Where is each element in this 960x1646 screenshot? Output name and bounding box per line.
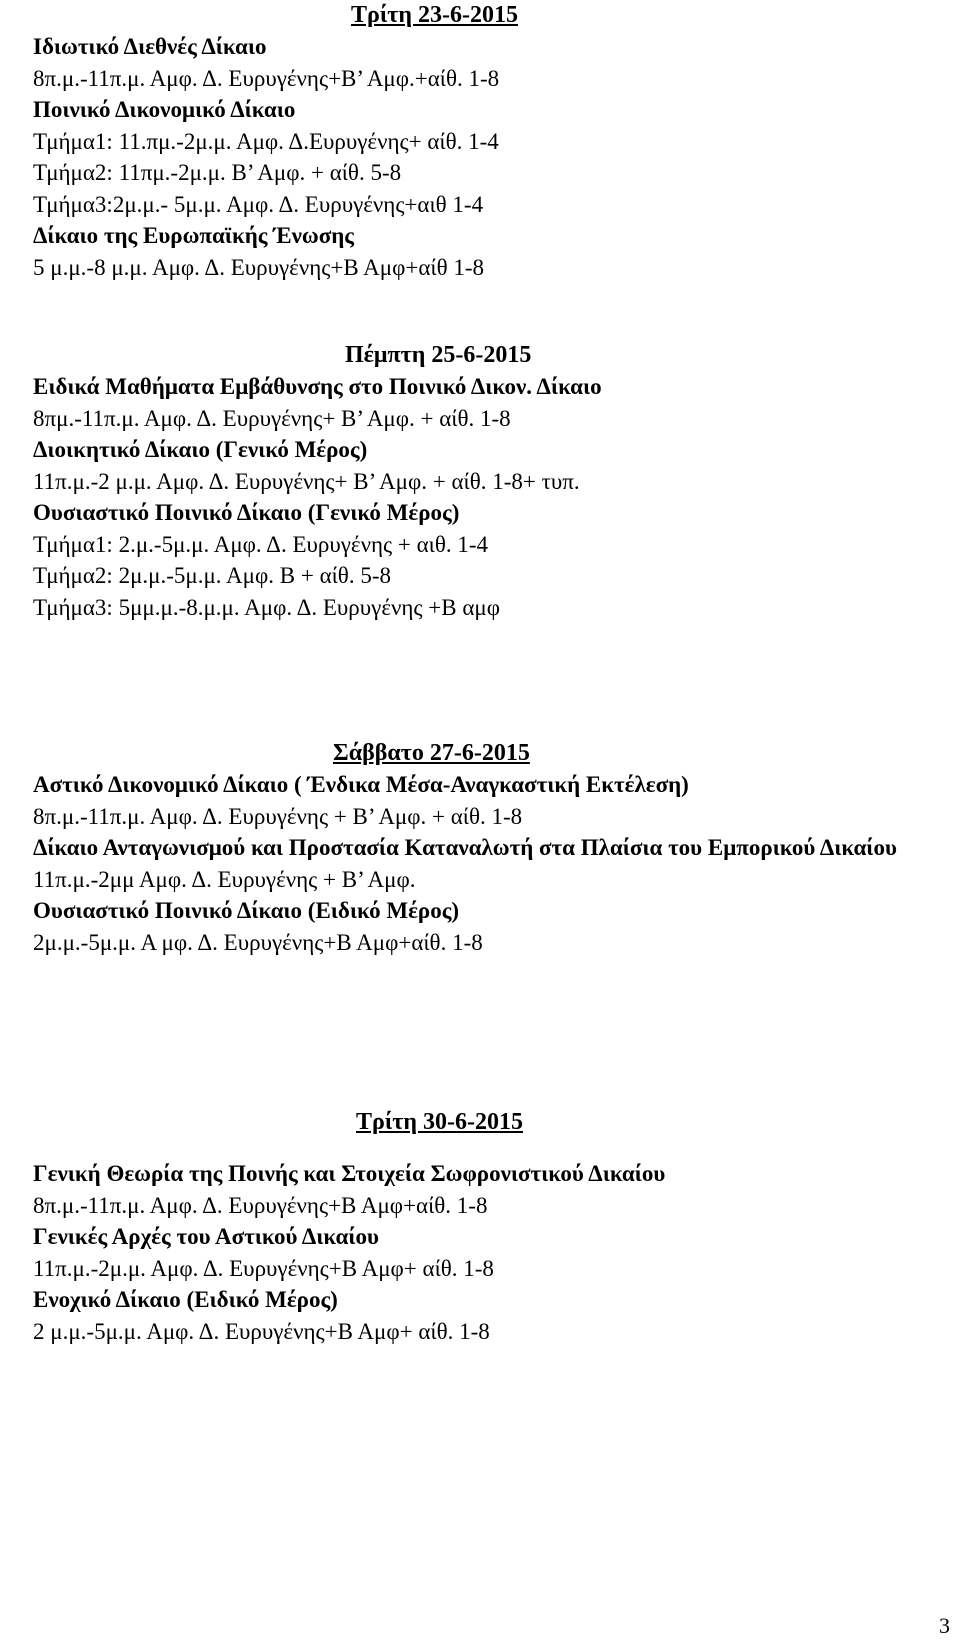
course-schedule: 8π.μ.-11π.μ. Αμφ. Δ. Ευρυγένης + Β’ Αμφ. + αίθ. 1-8 <box>33 803 523 829</box>
course-title: Ουσιαστικό Ποινικό Δίκαιο (Ειδικό Μέρος) <box>33 898 460 923</box>
course-schedule: 2μ.μ.-5μ.μ. Α μφ. Δ. Ευρυγένης+Β Αμφ+αίθ. 1-8 <box>33 929 483 955</box>
course-schedule: 2 μ.μ.-5μ.μ. Αμφ. Δ. Ευρυγένης+Β Αμφ+ αίθ. 1-8 <box>33 1318 490 1344</box>
course-schedule: 8πμ.-11π.μ. Αμφ. Δ. Ευρυγένης+ Β’ Αμφ. + αίθ. 1-8 <box>33 405 511 431</box>
course-schedule: Τμήμα1: 2.μ.-5μ.μ. Αμφ. Δ. Ευρυγένης + αιθ. 1-4 <box>33 531 488 557</box>
course-title: Ιδιωτικό Διεθνές Δίκαιο <box>33 34 267 59</box>
course-title: Διοικητικό Δίκαιο (Γενικό Μέρος) <box>33 437 368 462</box>
course-schedule: 5 μ.μ.-8 μ.μ. Αμφ. Δ. Ευρυγένης+Β Αμφ+αίθ 1-8 <box>33 254 485 280</box>
day-heading: Σάββατο 27-6-2015 <box>333 740 530 766</box>
day-section <box>33 0 933 283</box>
course-title: Ουσιαστικό Ποινικό Δίκαιο (Γενικό Μέρος) <box>33 500 460 525</box>
course-schedule: 8π.μ.-11π.μ. Αμφ. Δ. Ευρυγένης+Β Αμφ+αίθ. 1-8 <box>33 1192 488 1218</box>
day-heading: Τρίτη 23-6-2015 <box>351 2 518 28</box>
day-section <box>33 340 933 623</box>
course-schedule: Τμήμα1: 11.πμ.-2μ.μ. Αμφ. Δ.Ευρυγένης+ αίθ. 1-4 <box>33 128 499 154</box>
day-heading: Πέμπτη 25-6-2015 <box>345 342 532 368</box>
course-schedule: Τμήμα2: 2μ.μ.-5μ.μ. Αμφ. Β + αίθ. 5-8 <box>33 563 391 588</box>
course-schedule: 11π.μ.-2μμ Αμφ. Δ. Ευρυγένης + Β’ Αμφ. <box>33 866 416 892</box>
course-schedule: Τμήμα2: 11πμ.-2μ.μ. Β’ Αμφ. + αίθ. 5-8 <box>33 160 402 185</box>
course-title: Ειδικά Μαθήματα Εμβάθυνσης στο Ποινικό Δικον. Δίκαιο <box>33 374 602 399</box>
day-section <box>33 1107 933 1347</box>
day-heading: Τρίτη 30-6-2015 <box>356 1109 523 1135</box>
course-schedule: 11π.μ.-2 μ.μ. Αμφ. Δ. Ευρυγένης+ Β’ Αμφ. + αίθ. 1-8+ τυπ. <box>33 468 580 494</box>
course-title: Αστικό Δικονομικό Δίκαιο ( Ένδικα Μέσα-Αναγκαστική Εκτέλεση) <box>33 772 689 797</box>
course-title: Δίκαιο της Ευρωπαϊκής Ένωσης <box>33 223 354 248</box>
course-schedule: 11π.μ.-2μ.μ. Αμφ. Δ. Ευρυγένης+Β Αμφ+ αίθ. 1-8 <box>33 1255 494 1281</box>
course-title: Ποινικό Δικονομικό Δίκαιο <box>33 97 296 122</box>
course-schedule: Τμήμα3:2μ.μ.- 5μ.μ. Αμφ. Δ. Ευρυγένης+αιθ 1-4 <box>33 191 484 217</box>
day-section <box>33 738 933 958</box>
course-title: Γενική Θεωρία της Ποινής και Στοιχεία Σωφρονιστικού Δικαίου <box>33 1161 666 1186</box>
page-number: 3 <box>939 1613 950 1638</box>
course-title: Ενοχικό Δίκαιο (Ειδικό Μέρος) <box>33 1287 338 1312</box>
course-schedule: Τμήμα3: 5μμ.μ.-8.μ.μ. Αμφ. Δ. Ευρυγένης +Β αμφ <box>33 594 500 620</box>
course-title: Δίκαιο Ανταγωνισμού και Προστασία Καταναλωτή στα Πλαίσια του Εμπορικού Δικαίου <box>33 835 897 860</box>
course-schedule: 8π.μ.-11π.μ. Αμφ. Δ. Ευρυγένης+Β’ Αμφ.+αίθ. 1-8 <box>33 65 500 91</box>
course-title: Γενικές Αρχές του Αστικού Δικαίου <box>33 1224 379 1249</box>
